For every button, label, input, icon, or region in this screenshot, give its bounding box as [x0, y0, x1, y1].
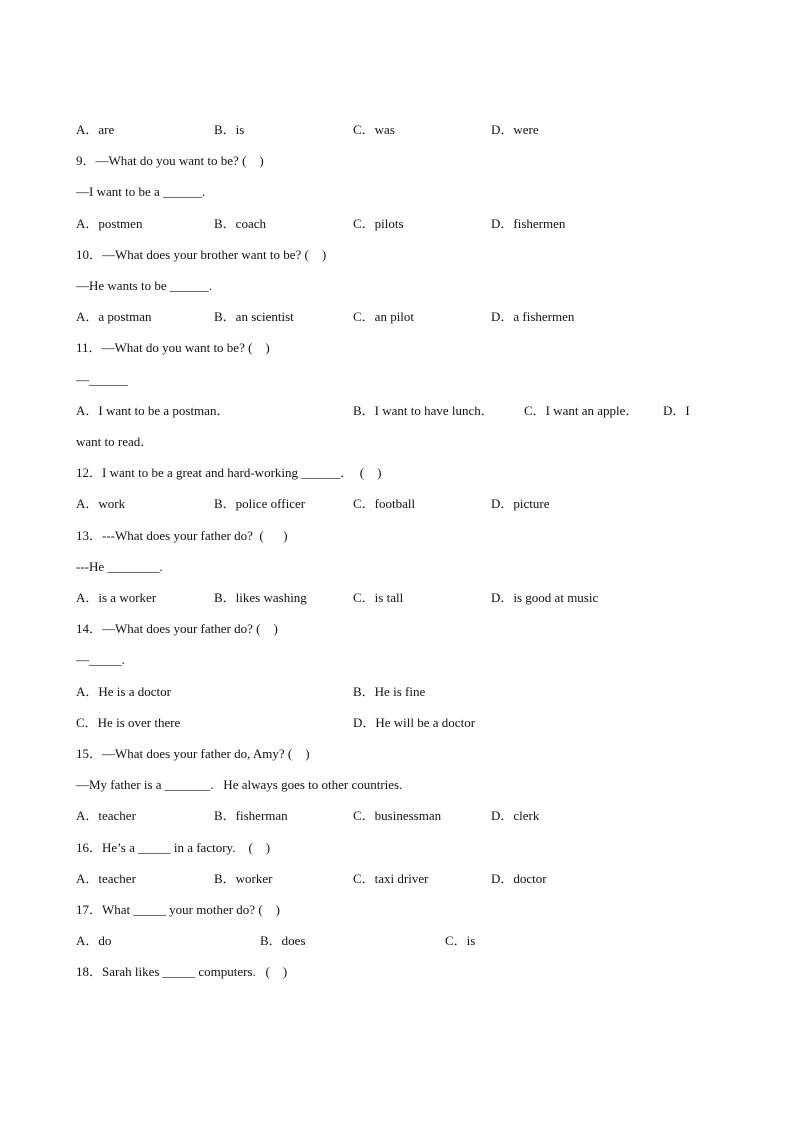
option-b[interactable]: B．coach: [214, 216, 266, 231]
question-14-answer-line: —_____.: [76, 652, 125, 667]
option-d[interactable]: D．doctor: [491, 871, 547, 886]
option-c[interactable]: C．is: [445, 933, 476, 948]
option-d[interactable]: D．clerk: [491, 808, 540, 823]
option-a[interactable]: A．do: [76, 933, 112, 948]
question-13-answer-line: ---He ________.: [76, 559, 163, 574]
option-b[interactable]: B．likes washing: [214, 590, 307, 605]
option-b[interactable]: B．I want to have lunch．: [353, 403, 494, 418]
option-c[interactable]: C．taxi driver: [353, 871, 429, 886]
option-a[interactable]: A．are: [76, 122, 115, 137]
question-11-answer-line: —______: [76, 372, 128, 387]
option-c[interactable]: C．was: [353, 122, 395, 137]
question-15-answer-line: —My father is a _______. He always goes to other countries.: [76, 777, 403, 792]
option-c[interactable]: C．football: [353, 496, 416, 511]
question-17: 17．What _____ your mother do? ( ): [76, 902, 280, 917]
option-d[interactable]: D．were: [491, 122, 539, 137]
option-d[interactable]: D．a fishermen: [491, 309, 575, 324]
option-b[interactable]: B．worker: [214, 871, 273, 886]
option-a[interactable]: A．work: [76, 496, 126, 511]
option-d-continuation: want to read．: [76, 434, 154, 449]
option-b[interactable]: B．fisherman: [214, 808, 288, 823]
question-11: 11．—What do you want to be? ( ): [76, 340, 270, 355]
option-b[interactable]: B．does: [260, 933, 306, 948]
option-a[interactable]: A．postmen: [76, 216, 143, 231]
option-b[interactable]: B．is: [214, 122, 245, 137]
option-c[interactable]: C．pilots: [353, 216, 404, 231]
question-10-answer-line: —He wants to be ______.: [76, 278, 213, 293]
option-b[interactable]: B．He is fine: [353, 684, 426, 699]
question-18: 18．Sarah likes _____ computers. ( ): [76, 964, 288, 979]
question-12: 12．I want to be a great and hard-working ______． ( ): [76, 465, 382, 480]
question-9: 9．—What do you want to be? ( ): [76, 153, 264, 168]
option-c[interactable]: C．businessman: [353, 808, 442, 823]
question-13: 13．---What does your father do? ( ): [76, 528, 288, 543]
option-d[interactable]: D．I: [663, 403, 690, 418]
option-a[interactable]: A．teacher: [76, 808, 136, 823]
option-a[interactable]: A．He is a doctor: [76, 684, 171, 699]
question-15: 15．—What does your father do, Amy? ( ): [76, 746, 310, 761]
question-9-answer-line: —I want to be a ______.: [76, 184, 206, 199]
option-c[interactable]: C．an pilot: [353, 309, 415, 324]
question-16: 16．He’s a _____ in a factory. ( ): [76, 840, 271, 855]
option-c[interactable]: C．He is over there: [76, 715, 181, 730]
option-a[interactable]: A．teacher: [76, 871, 136, 886]
option-d[interactable]: D．He will be a doctor: [353, 715, 476, 730]
question-10: 10．—What does your brother want to be? ( ): [76, 247, 327, 262]
question-14: 14．—What does your father do? ( ): [76, 621, 278, 636]
option-d[interactable]: D．fishermen: [491, 216, 566, 231]
option-d[interactable]: D．is good at music: [491, 590, 599, 605]
option-c[interactable]: C．is tall: [353, 590, 404, 605]
option-b[interactable]: B．an scientist: [214, 309, 294, 324]
option-d[interactable]: D．picture: [491, 496, 550, 511]
option-b[interactable]: B．police officer: [214, 496, 306, 511]
option-c[interactable]: C．I want an apple．: [524, 403, 639, 418]
option-a[interactable]: A．I want to be a postman．: [76, 403, 230, 418]
option-a[interactable]: A．is a worker: [76, 590, 157, 605]
option-a[interactable]: A．a postman: [76, 309, 152, 324]
